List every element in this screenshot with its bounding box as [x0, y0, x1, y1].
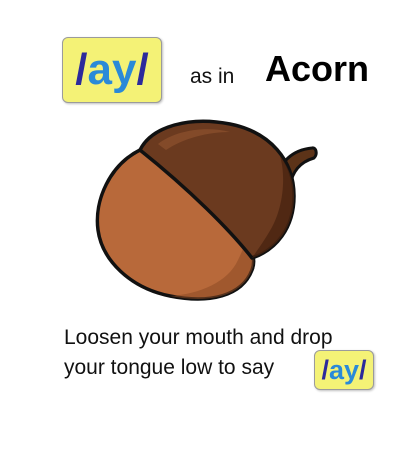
phoneme-sound: ay — [87, 45, 137, 94]
phoneme-sound: ay — [328, 354, 360, 385]
phoneme-close-slash: / — [359, 354, 367, 385]
acorn-icon — [80, 110, 330, 310]
instruction-line-1: Loosen your mouth and drop — [64, 326, 333, 349]
phoneme-open-slash: / — [321, 354, 329, 385]
connector-text: as in — [190, 65, 235, 88]
phoneme-close-slash: / — [136, 45, 149, 94]
phoneme-open-slash: / — [75, 45, 88, 94]
keyword-title: Acorn — [265, 48, 370, 89]
phoneme-badge — [62, 37, 162, 103]
instruction-line-2: your tongue low to say — [64, 356, 275, 379]
phoneme-badge-small — [314, 350, 374, 390]
